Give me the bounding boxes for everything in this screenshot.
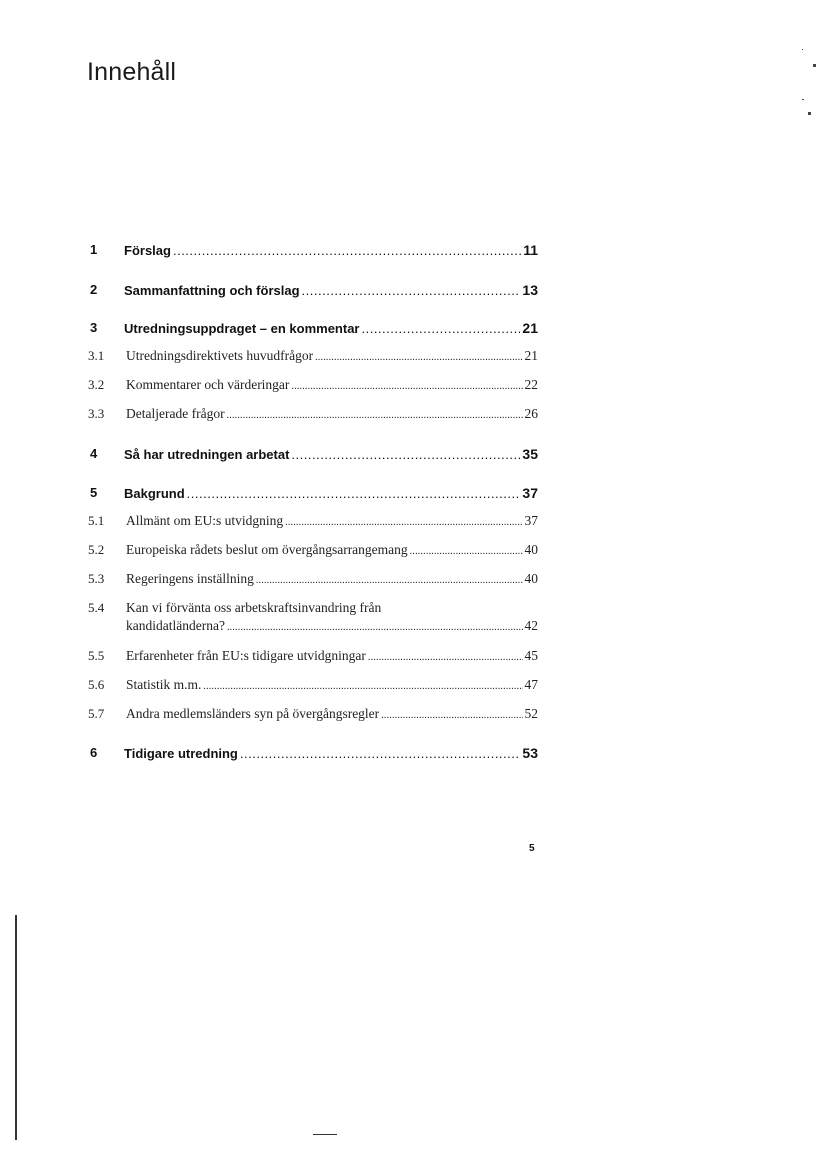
dot-leader — [410, 546, 523, 557]
toc-title: Utredningsuppdraget – en kommentar — [124, 321, 360, 336]
dot-leader — [285, 517, 522, 528]
toc-page: 35 — [522, 446, 538, 462]
scan-speck — [813, 64, 816, 67]
dot-leader — [203, 681, 522, 692]
toc-entry-5-6[interactable] — [88, 677, 538, 697]
toc-page: 11 — [523, 242, 538, 258]
toc-number: 5.4 — [88, 600, 105, 615]
dot-leader — [240, 746, 521, 761]
toc-page: 47 — [524, 677, 538, 692]
dot-leader — [227, 410, 523, 421]
toc-number: 6 — [90, 745, 98, 760]
toc-page: 21 — [522, 320, 538, 336]
toc-number: 5.3 — [88, 571, 105, 586]
dot-leader — [368, 652, 523, 663]
toc-page: 26 — [524, 406, 538, 421]
toc-entry-5-3[interactable] — [88, 571, 538, 591]
toc-entry-6[interactable] — [88, 745, 538, 765]
toc-number: 5.2 — [88, 542, 105, 557]
page-number: 5 — [529, 843, 535, 854]
toc-entry-4[interactable] — [88, 446, 538, 466]
toc-page: 45 — [524, 648, 538, 663]
toc-page: 21 — [524, 348, 538, 363]
toc-title: Statistik m.m. — [126, 677, 202, 692]
toc-title: Regeringens inställning — [126, 571, 254, 586]
toc-title: Bakgrund — [124, 486, 185, 501]
toc-title: Andra medlemsländers syn på övergångsregler — [126, 706, 380, 721]
toc-number: 1 — [90, 242, 98, 257]
toc-number: 5.5 — [88, 648, 105, 663]
toc-page: 52 — [524, 706, 538, 721]
toc-title-continuation: kandidatländerna? — [126, 618, 225, 633]
dot-leader — [381, 710, 522, 721]
toc-number: 4 — [90, 446, 98, 461]
toc-entry-5-1[interactable] — [88, 513, 538, 533]
toc-page: 37 — [524, 513, 538, 528]
toc-title: Sammanfattning och förslag — [124, 283, 300, 298]
scan-speck — [808, 112, 811, 115]
dot-leader — [256, 575, 523, 586]
dot-leader — [361, 321, 520, 336]
toc-title: Europeiska rådets beslut om övergångsarrangemang — [126, 542, 408, 557]
dot-leader — [187, 486, 521, 501]
dot-leader — [173, 243, 521, 258]
toc-number: 3.3 — [88, 406, 105, 421]
toc-title: Kan vi förvänta oss arbetskraftsinvandring från — [126, 600, 382, 615]
toc-entry-3[interactable] — [88, 320, 538, 340]
scan-speck — [802, 49, 803, 50]
toc-number: 5.1 — [88, 513, 105, 528]
toc-number: 3.1 — [88, 348, 105, 363]
page-title: Innehåll — [87, 58, 177, 86]
toc-entry-5-4[interactable] — [88, 600, 538, 638]
dot-leader — [291, 447, 520, 462]
toc-entry-5-5[interactable] — [88, 648, 538, 668]
toc-title: Kommentarer och värderingar — [126, 377, 290, 392]
dot-leader — [227, 622, 523, 633]
toc-entry-5[interactable] — [88, 485, 538, 505]
toc-page: 22 — [524, 377, 538, 392]
toc-entry-3-1[interactable] — [88, 348, 538, 368]
toc-number: 5.7 — [88, 706, 105, 721]
toc-number: 5 — [90, 485, 98, 500]
toc-number: 3 — [90, 320, 98, 335]
toc-title: Allmänt om EU:s utvidgning — [126, 513, 284, 528]
toc-page: 53 — [522, 745, 538, 761]
toc-entry-5-2[interactable] — [88, 542, 538, 562]
dot-leader — [291, 381, 522, 392]
toc-entry-5-7[interactable] — [88, 706, 538, 726]
scan-speck — [802, 99, 804, 100]
toc-title: Förslag — [124, 243, 171, 258]
toc-entry-3-3[interactable] — [88, 406, 538, 426]
scan-margin-line — [15, 915, 17, 1140]
toc-page: 13 — [522, 282, 538, 298]
toc-title: Erfarenheter från EU:s tidigare utvidgningar — [126, 648, 366, 663]
toc-title: Detaljerade frågor — [126, 406, 225, 421]
dot-leader — [315, 352, 522, 363]
toc-number: 5.6 — [88, 677, 105, 692]
toc-title: Tidigare utredning — [124, 746, 238, 761]
toc-entry-2[interactable] — [88, 282, 538, 302]
toc-page: 37 — [522, 485, 538, 501]
toc-entry-1[interactable] — [88, 242, 538, 262]
dot-leader — [302, 283, 521, 298]
toc-title: Utredningsdirektivets huvudfrågor — [126, 348, 314, 363]
scan-bottom-mark — [313, 1134, 337, 1135]
toc-title: Så har utredningen arbetat — [124, 447, 290, 462]
toc-number: 3.2 — [88, 377, 105, 392]
toc-page: 40 — [524, 542, 538, 557]
toc-page: 42 — [524, 618, 538, 633]
toc-number: 2 — [90, 282, 98, 297]
toc-page: 40 — [524, 571, 538, 586]
toc-entry-3-2[interactable] — [88, 377, 538, 397]
